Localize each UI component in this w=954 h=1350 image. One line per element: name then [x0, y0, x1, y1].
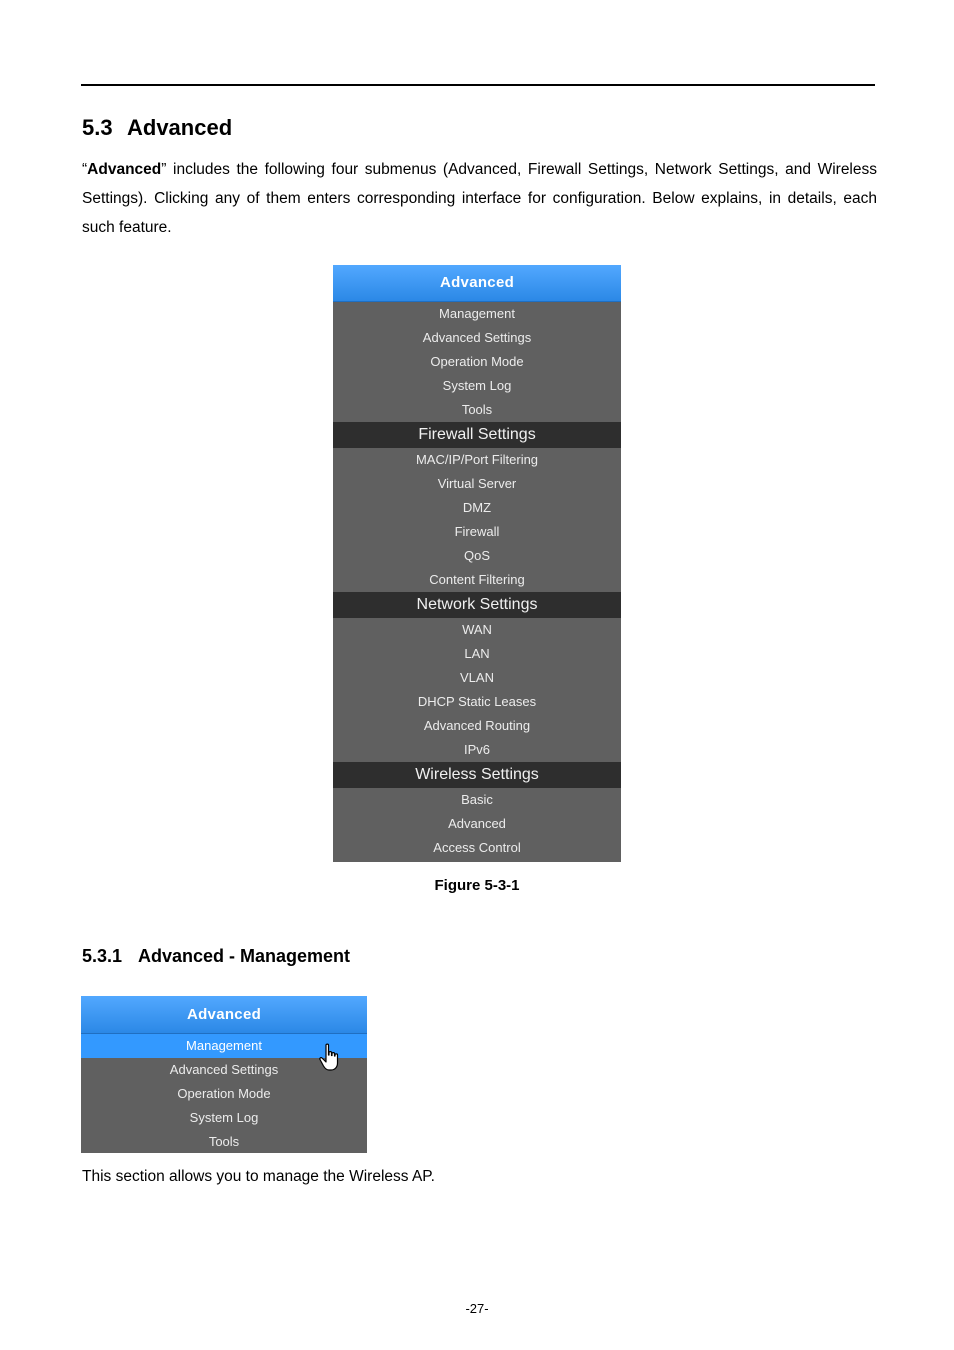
- advanced-menu-full: [333, 265, 621, 862]
- menu-item-management-active[interactable]: Management: [81, 1034, 367, 1058]
- page-number: -27-: [465, 1301, 489, 1316]
- menu-item-content-filtering[interactable]: Content Filtering: [429, 572, 525, 587]
- menu-item-dhcp-static-leases[interactable]: DHCP Static Leases: [417, 694, 537, 709]
- menu-item-basic[interactable]: Basic: [461, 792, 493, 807]
- menu-item-advanced-routing[interactable]: Advanced Routing: [423, 718, 531, 733]
- menu-item-operation-mode[interactable]: Operation Mode: [177, 1086, 271, 1101]
- menu-item-access-control[interactable]: Access Control: [433, 840, 521, 855]
- menu-item-dmz[interactable]: DMZ: [462, 500, 492, 515]
- intro-paragraph: [82, 155, 877, 242]
- menu-item-operation-mode[interactable]: Operation Mode: [430, 354, 524, 369]
- subsection-title: Advanced - Management: [138, 946, 351, 966]
- menu-item-ipv6[interactable]: IPv6: [463, 742, 490, 757]
- section-title: Advanced: [127, 115, 233, 140]
- subsection-heading: [82, 946, 350, 967]
- menu-header-firewall-settings[interactable]: Firewall Settings: [333, 422, 621, 448]
- management-description: This section allows you to manage the Wireless AP.: [82, 1168, 435, 1185]
- top-rule: [81, 84, 875, 86]
- menu-item-mac-ip-port-filtering[interactable]: MAC/IP/Port Filtering: [415, 452, 539, 467]
- figure-caption: Figure 5-3-1: [434, 877, 520, 894]
- menu-header-advanced[interactable]: Advanced: [81, 996, 367, 1034]
- section-heading: [82, 115, 232, 141]
- menu-item-management[interactable]: Management: [439, 306, 515, 321]
- menu-item-system-log[interactable]: System Log: [442, 378, 512, 393]
- menu-item-firewall[interactable]: Firewall: [454, 524, 500, 539]
- menu-item-vlan[interactable]: VLAN: [460, 670, 494, 685]
- menu-item-system-log[interactable]: System Log: [189, 1110, 259, 1125]
- menu-item-qos[interactable]: QoS: [463, 548, 490, 563]
- advanced-menu-management: [81, 996, 367, 1153]
- hand-pointer-icon: [318, 1043, 342, 1073]
- section-number: 5.3: [82, 115, 113, 140]
- menu-item-virtual-server[interactable]: Virtual Server: [437, 476, 517, 491]
- intro-text: ” includes the following four submenus (Advanced, Firewall Settings, Network Settings, and Wireless Settings). Clicking any of them enters corresponding interface for configuration. Below explains, in details, each such feature.: [82, 161, 877, 236]
- menu-item-tools[interactable]: Tools: [461, 402, 493, 417]
- intro-bold-term: Advanced: [87, 161, 162, 178]
- menu-item-advanced-settings[interactable]: Advanced Settings: [422, 330, 532, 345]
- menu-item-wan[interactable]: WAN: [462, 622, 492, 637]
- menu-item-tools[interactable]: Tools: [208, 1134, 240, 1149]
- menu-item-lan[interactable]: LAN: [464, 646, 490, 661]
- menu-item-wireless-advanced[interactable]: Advanced: [448, 816, 506, 831]
- menu-header-wireless-settings[interactable]: Wireless Settings: [333, 762, 621, 788]
- menu-item-advanced-settings[interactable]: Advanced Settings: [169, 1062, 279, 1077]
- intro-open-quote: “: [82, 161, 88, 178]
- subsection-number: 5.3.1: [82, 946, 123, 966]
- menu-header-advanced[interactable]: Advanced: [333, 265, 621, 302]
- menu-header-network-settings[interactable]: Network Settings: [333, 592, 621, 618]
